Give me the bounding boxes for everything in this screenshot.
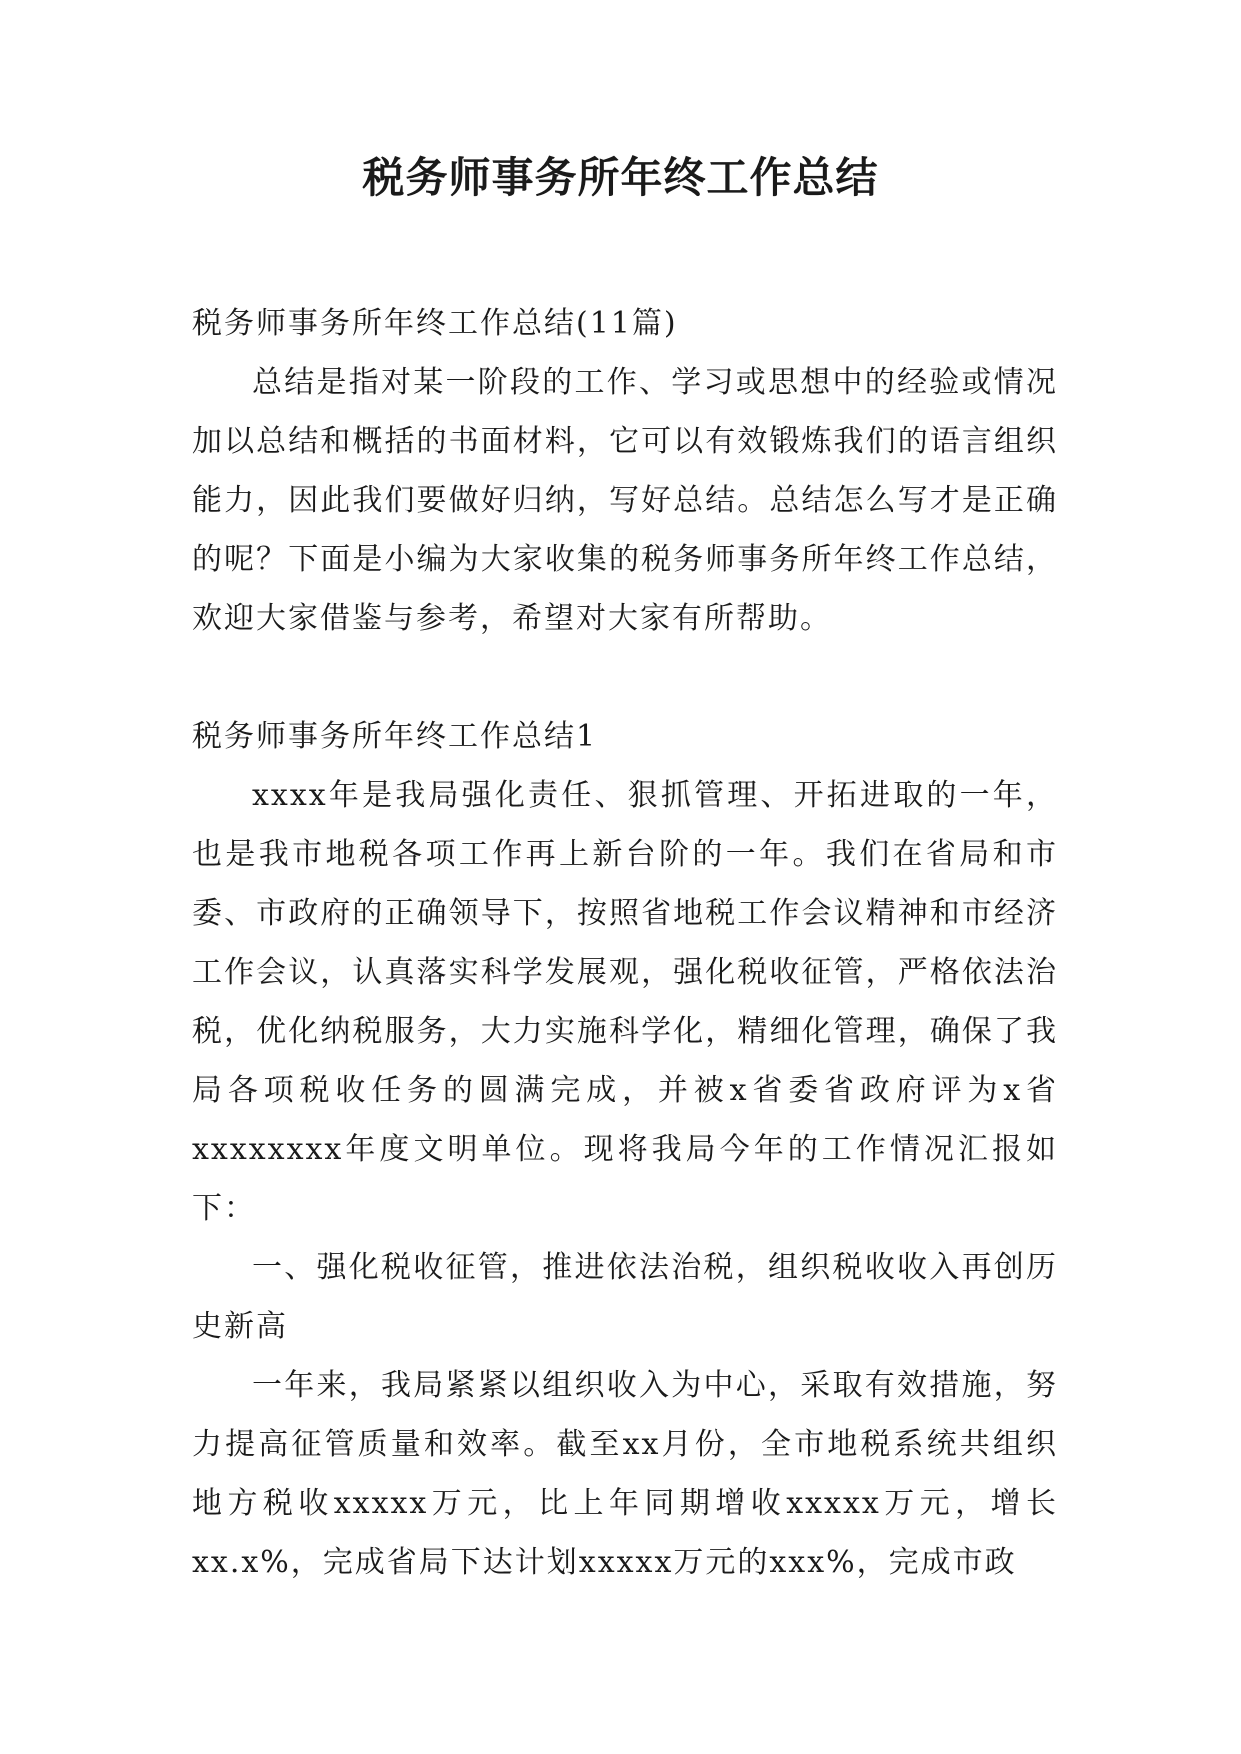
intro-paragraph: 总结是指对某一阶段的工作、学习或思想中的经验或情况加以总结和概括的书面材料，它可以有效锻炼我们的语言组织能力，因此我们要做好归纳，写好总结。总结怎么写才是正确的呢？下面是小编为大家收集的税务师事务所年终工作总结，欢迎大家借鉴与参考，希望对大家有所帮助。 [192, 365, 1058, 636]
document-body [192, 294, 1058, 1592]
body-paragraph: 一年来，我局紧紧以组织收入为中心，采取有效措施，努力提高征管质量和效率。截至xx月份，全市地税系统共组织地方税收xxxxx万元，比上年同期增收xxxxx万元，增长xx.x%，完成省局下达计划xxxxx万元的xxx%，完成市政 [192, 1368, 1058, 1580]
document-title: 税务师事务所年终工作总结 [362, 153, 879, 202]
paragraph-spacer [192, 648, 1058, 707]
document-subtitle: 税务师事务所年终工作总结(11篇) [192, 306, 678, 341]
body-paragraph-heading: 一、强化税收征管，推进依法治税，组织税收收入再创历史新高 [192, 1250, 1058, 1344]
body-paragraph: xxxx年是我局强化责任、狠抓管理、开拓进取的一年，也是我市地税各项工作再上新台阶的一年。我们在省局和市委、市政府的正确领导下，按照省地税工作会议精神和市经济工作会议，认真落实科学发展观，强化税收征管，严格依法治税，优化纳税服务，大力实施科学化，精细化管理，确保了我局各项税收任务的圆满完成，并被x省委省政府评为x省xxxxxxxx年度文明单位。现将我局今年的工作情况汇报如下： [192, 778, 1058, 1226]
section-heading: 税务师事务所年终工作总结1 [192, 719, 598, 754]
